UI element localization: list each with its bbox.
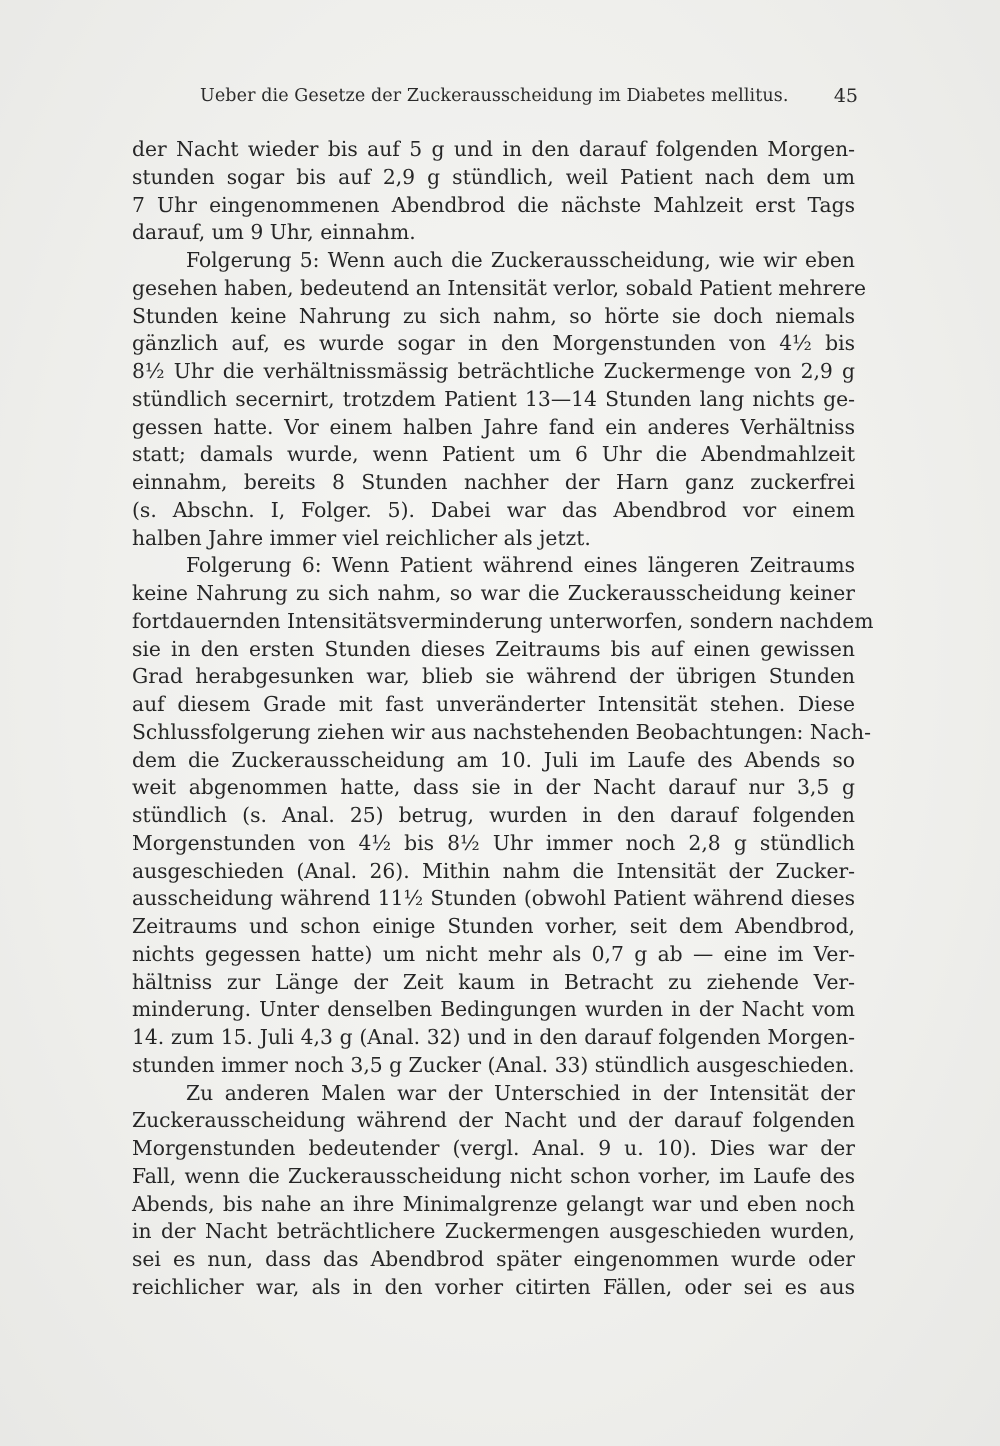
text-line: stunden immer noch 3,5 g Zucker (Anal. 33) stündlich ausgeschieden. xyxy=(132,1052,855,1077)
text-line: Abends, bis nahe an ihre Minimalgrenze gelangt war und eben noch xyxy=(132,1191,855,1216)
running-title: Ueber die Gesetze der Zuckerausscheidung im Diabetes mellitus. xyxy=(200,86,789,106)
text-line: in der Nacht beträchtlichere Zuckermengen ausgeschieden wurden, xyxy=(132,1219,855,1244)
text-line: keine Nahrung zu sich nahm, so war die Zuckerausscheidung keiner xyxy=(132,581,855,605)
text-line: stunden sogar bis auf 2,9 g stündlich, weil Patient nach dem um xyxy=(132,164,855,189)
text-line: stündlich secernirt, trotzdem Patient 13—14 Stunden lang nichts ge- xyxy=(132,386,855,411)
text-line: gessen hatte. Vor einem halben Jahre fand ein anderes Verhältniss xyxy=(132,414,855,439)
text-line: minderung. Unter denselben Bedingungen wurden in der Nacht vom xyxy=(132,997,855,1022)
text-line: Zu anderen Malen war der Unterschied in der Intensität der xyxy=(186,1080,855,1105)
text-line: Folgerung 5: Wenn auch die Zuckerausscheidung, wie wir eben xyxy=(186,248,855,272)
text-line: nichts gegessen hatte) um nicht mehr als 0,7 g ab — eine im Ver- xyxy=(132,941,855,966)
text-line: gesehen haben, bedeutend an Intensität verlor, sobald Patient mehrere xyxy=(132,275,866,300)
text-line: sie in den ersten Stunden dieses Zeitraums bis auf einen gewissen xyxy=(132,636,855,661)
text-line: dem die Zuckerausscheidung am 10. Juli im Laufe des Abends so xyxy=(132,747,855,772)
text-line: halben Jahre immer viel reichlicher als jetzt. xyxy=(132,525,591,550)
text-line: 7 Uhr eingenommenen Abendbrod die nächste Mahlzeit erst Tags xyxy=(132,192,855,217)
text-line: 14. zum 15. Juli 4,3 g (Anal. 32) und in den darauf folgenden Morgen- xyxy=(132,1025,855,1049)
text-line: gänzlich auf, es wurde sogar in den Morgenstunden von 4½ bis xyxy=(132,331,855,356)
text-line: sei es nun, dass das Abendbrod später eingenommen wurde oder xyxy=(132,1247,855,1271)
text-line: Fall, wenn die Zuckerausscheidung nicht schon vorher, im Laufe des xyxy=(132,1163,855,1188)
text-line: reichlicher war, als in den vorher citirten Fällen, oder sei es aus xyxy=(132,1274,855,1299)
text-line: statt; damals wurde, wenn Patient um 6 Uhr die Abendmahlzeit xyxy=(132,442,855,467)
text-line: fortdauernden Intensitätsverminderung unterworfen, sondern nachdem xyxy=(132,608,874,633)
text-line: Zeitraums und schon einige Stunden vorher, seit dem Abendbrod, xyxy=(132,914,855,938)
text-line: Grad herabgesunken war, blieb sie während der übrigen Stunden xyxy=(132,664,855,689)
text-line: ausscheidung während 11½ Stunden (obwohl Patient während dieses xyxy=(132,886,855,911)
text-line: einnahm, bereits 8 Stunden nachher der Harn ganz zuckerfrei xyxy=(132,470,855,494)
text-line: Folgerung 6: Wenn Patient während eines längeren Zeitraums xyxy=(186,553,855,578)
text-line: (s. Abschn. I, Folger. 5). Dabei war das Abendbrod vor einem xyxy=(132,497,855,522)
text-line: Schlussfolgerung ziehen wir aus nachstehenden Beobachtungen: Nach- xyxy=(132,719,871,744)
text-line: ausgeschieden (Anal. 26). Mithin nahm die Intensität der Zucker- xyxy=(132,858,855,883)
text-line: stündlich (s. Anal. 25) betrug, wurden in den darauf folgenden xyxy=(132,803,855,827)
text-line: Stunden keine Nahrung zu sich nahm, so hörte sie doch niemals xyxy=(132,303,855,328)
page-number: 45 xyxy=(833,85,858,107)
text-line: der Nacht wieder bis auf 5 g und in den darauf folgenden Morgen- xyxy=(132,137,855,161)
text-line: 8½ Uhr die verhältnissmässig beträchtliche Zuckermenge von 2,9 g xyxy=(132,359,855,383)
page-header xyxy=(200,86,858,116)
text-line: auf diesem Grade mit fast unveränderter Intensität stehen. Diese xyxy=(132,692,855,716)
text-line: Morgenstunden bedeutender (vergl. Anal. 9 u. 10). Dies war der xyxy=(132,1136,855,1160)
text-line: hältniss zur Länge der Zeit kaum in Betracht zu ziehende Ver- xyxy=(132,969,855,994)
text-line: Zuckerausscheidung während der Nacht und der darauf folgenden xyxy=(132,1108,855,1133)
text-line: darauf, um 9 Uhr, einnahm. xyxy=(132,220,416,245)
body-text xyxy=(132,136,874,1302)
text-line: Morgenstunden von 4½ bis 8½ Uhr immer noch 2,8 g stündlich xyxy=(132,830,855,855)
text-line: weit abgenommen hatte, dass sie in der Nacht darauf nur 3,5 g xyxy=(132,775,855,800)
